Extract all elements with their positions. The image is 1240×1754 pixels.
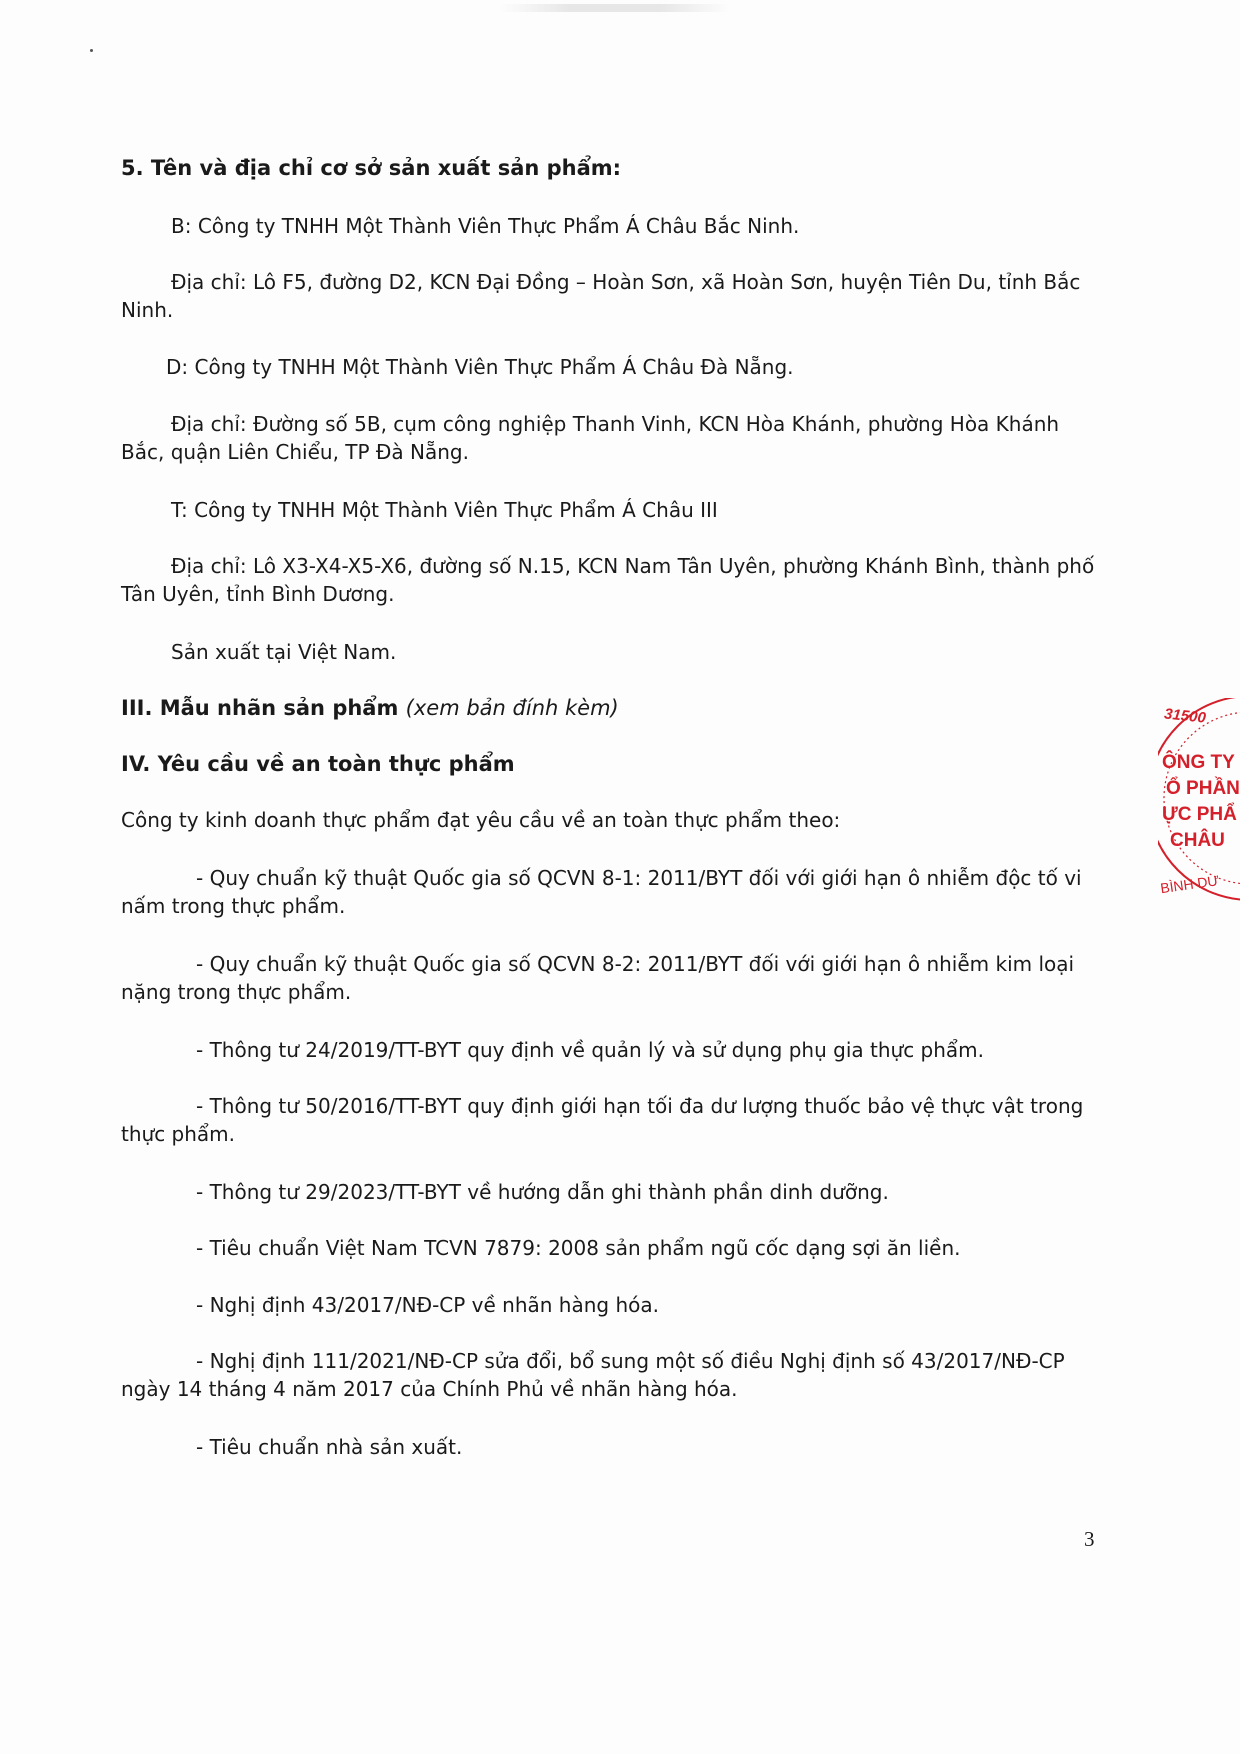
section-4-heading: IV. Yêu cầu về an toàn thực phẩm <box>121 752 515 776</box>
seal-text-line: ÔNG TY <box>1162 752 1235 773</box>
regulation-item: - Thông tư 50/2016/TT-BYT quy định giới hạn tối đa dư lượng thuốc bảo vệ thực vật trong thực phẩm. <box>121 1094 1084 1146</box>
scan-artifact <box>500 4 730 12</box>
company-seal-stamp <box>1158 698 1240 918</box>
d-address-paragraph: Địa chỉ: Đường số 5B, cụm công nghiệp Thanh Vinh, KCN Hòa Khánh, phường Hòa Khánh Bắc, quận Liên Chiểu, TP Đà Nẵng. <box>121 412 1060 464</box>
regulation-item: - Tiêu chuẩn nhà sản xuất. <box>196 1435 463 1459</box>
regulation-item: - Quy chuẩn kỹ thuật Quốc gia số QCVN 8-2: 2011/BYT đối với giới hạn ô nhiễm kim loại nặng trong thực phẩm. <box>121 952 1075 1004</box>
seal-text-top: 31500 <box>1163 705 1207 727</box>
section-3-heading-text: III. Mẫu nhãn sản phẩm <box>121 696 399 720</box>
regulation-item: - Thông tư 29/2023/TT-BYT về hướng dẫn ghi thành phần dinh dưỡng. <box>196 1180 889 1204</box>
regulation-item: - Nghị định 111/2021/NĐ-CP sửa đổi, bổ sung một số điều Nghị định số 43/2017/NĐ-CP ngày 14 tháng 4 năm 2017 của Chính Phủ về nhãn hàng hóa. <box>121 1349 1065 1401</box>
section-5-heading: 5. Tên và địa chỉ cơ sở sản xuất sản phẩm: <box>121 156 622 180</box>
t-address-paragraph: Địa chỉ: Lô X3-X4-X5-X6, đường số N.15, KCN Nam Tân Uyên, phường Khánh Bình, thành phố Tân Uyên, tỉnh Bình Dương. <box>121 554 1095 606</box>
seal-text-bottom: BÌNH DƯ <box>1159 872 1221 897</box>
seal-graphic <box>1158 698 1240 918</box>
b-company-line: B: Công ty TNHH Một Thành Viên Thực Phẩm Á Châu Bắc Ninh. <box>171 214 800 238</box>
regulation-item: - Quy chuẩn kỹ thuật Quốc gia số QCVN 8-1: 2011/BYT đối với giới hạn ô nhiễm độc tố vi nấm trong thực phẩm. <box>121 866 1082 918</box>
regulation-item: - Tiêu chuẩn Việt Nam TCVN 7879: 2008 sản phẩm ngũ cốc dạng sợi ăn liền. <box>196 1236 961 1260</box>
page-number: 3 <box>1084 1527 1095 1551</box>
section-3-heading <box>121 694 619 722</box>
d-company-line: D: Công ty TNHH Một Thành Viên Thực Phẩm Á Châu Đà Nẵng. <box>166 355 794 379</box>
seal-text-line: CHÂU <box>1170 830 1225 851</box>
b-address-paragraph: Địa chỉ: Lô F5, đường D2, KCN Đại Đồng – Hoàn Sơn, xã Hoàn Sơn, huyện Tiên Du, tỉnh Bắc Ninh. <box>121 270 1081 322</box>
seal-text-line: Ổ PHẦN <box>1166 778 1240 799</box>
section-3-note: (xem bản đính kèm) <box>405 696 619 720</box>
seal-text-line: ỰC PHẨ <box>1162 804 1237 825</box>
t-company-line: T: Công ty TNHH Một Thành Viên Thực Phẩm Á Châu III <box>171 498 718 522</box>
scan-artifact <box>90 49 93 52</box>
origin-line: Sản xuất tại Việt Nam. <box>171 640 397 664</box>
section-4-intro: Công ty kinh doanh thực phẩm đạt yêu cầu về an toàn thực phẩm theo: <box>121 808 841 832</box>
regulation-item: - Thông tư 24/2019/TT-BYT quy định về quản lý và sử dụng phụ gia thực phẩm. <box>196 1038 985 1062</box>
regulation-item: - Nghị định 43/2017/NĐ-CP về nhãn hàng hóa. <box>196 1293 659 1317</box>
